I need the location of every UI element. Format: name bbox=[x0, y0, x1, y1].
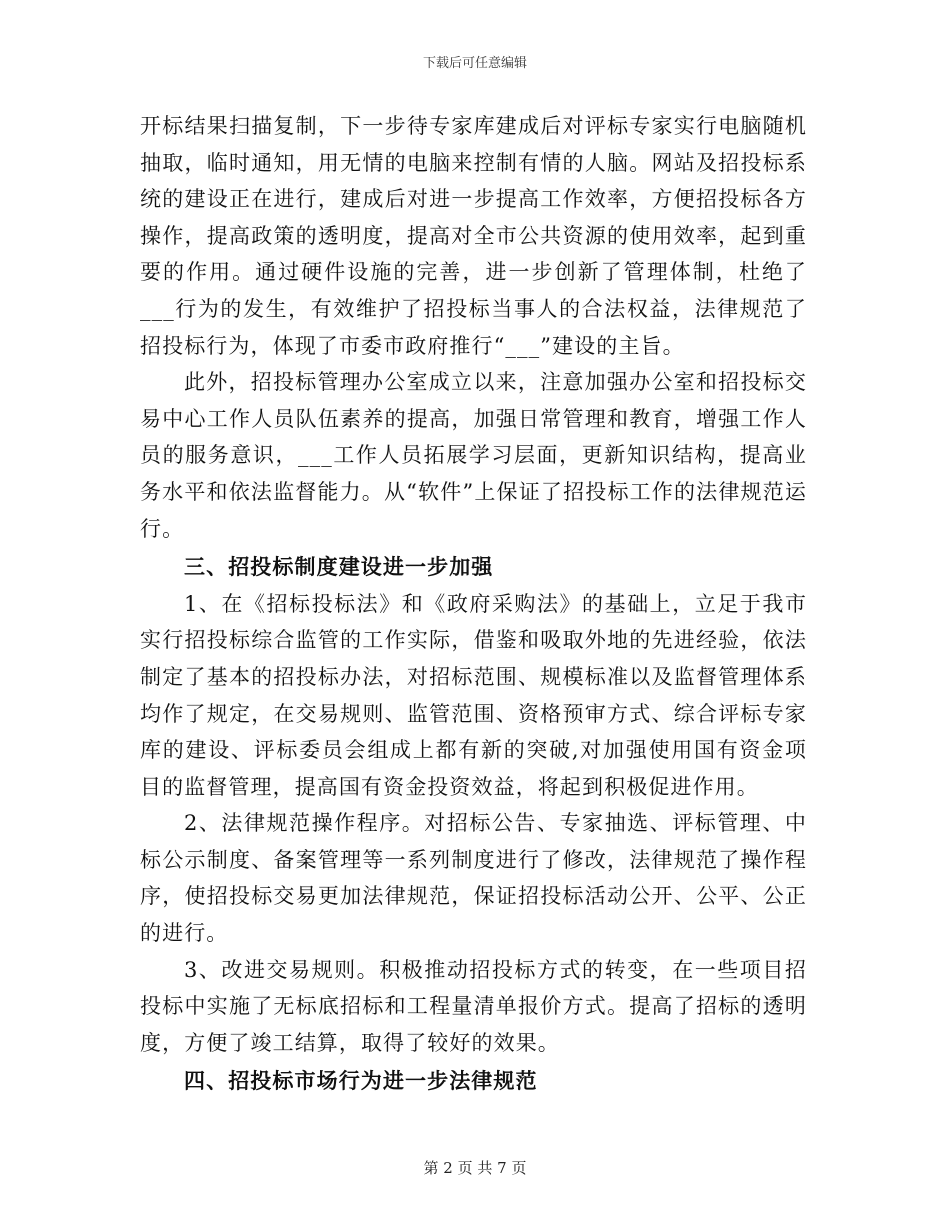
paragraph-item-1: 1、在《招标投标法》和《政府采购法》的基础上，立足于我市实行招投标综合监管的工作实际，借鉴和吸取外地的先进经验，依法制定了基本的招投标办法，对招标范围、规模标准以及监督管理体系均作了规定，在交易规则、监管范围、资格预审方式、综合评标专家库的建设、评标委员会组成上都有新的突破,对加强使用国有资金项目的监督管理，提高国有资金投资效益，将起到积极促进作用。 bbox=[140, 591, 807, 799]
paragraph-staff-training: 此外，招投标管理办公室成立以来，注意加强办公室和招投标交易中心工作人员队伍素养的提高，加强日常管理和教育，增强工作人员的服务意识，___工作人员拓展学习层面，更新知识结构，提高业务水平和依法监督能力。从“软件”上保证了招投标工作的法律规范运行。 bbox=[140, 370, 807, 541]
paragraph-continuation: 开标结果扫描复制，下一步待专家库建成后对评标专家实行电脑随机抽取，临时通知，用无情的电脑来控制有情的人脑。网站及招投标系统的建设正在进行，建成后对进一步提高工作效率，方便招投标各方操作，提高政策的透明度，提高对全市公共资源的使用效率，起到重要的作用。通过硬件设施的完善，进一步创新了管理体制，杜绝了___行为的发生，有效维护了招投标当事人的合法权益，法律规范了招投标行为，体现了市委市政府推行“___”建设的主旨。 bbox=[140, 114, 807, 358]
paragraph-item-3: 3、改进交易规则。积极推动招投标方式的转变，在一些项目招投标中实施了无标底招标和工程量清单报价方式。提高了招标的透明度，方便了竣工结算，取得了较好的效果。 bbox=[140, 957, 807, 1055]
document-body bbox=[140, 108, 807, 1100]
section-heading-4: 四、招投标市场行为进一步法律规范 bbox=[184, 1068, 538, 1094]
page-number: 第 2 页 共 7 页 bbox=[423, 1159, 527, 1177]
section-heading-3: 三、招投标制度建设进一步加强 bbox=[184, 554, 494, 580]
paragraph-item-2: 2、法律规范操作程序。对招标公告、专家抽选、评标管理、中标公示制度、备案管理等一系列制度进行了修改，法律规范了操作程序，使招投标交易更加法律规范，保证招投标活动公开、公平、公正的进行。 bbox=[140, 811, 807, 946]
page-header: 下载后可任意编辑 bbox=[422, 56, 527, 71]
